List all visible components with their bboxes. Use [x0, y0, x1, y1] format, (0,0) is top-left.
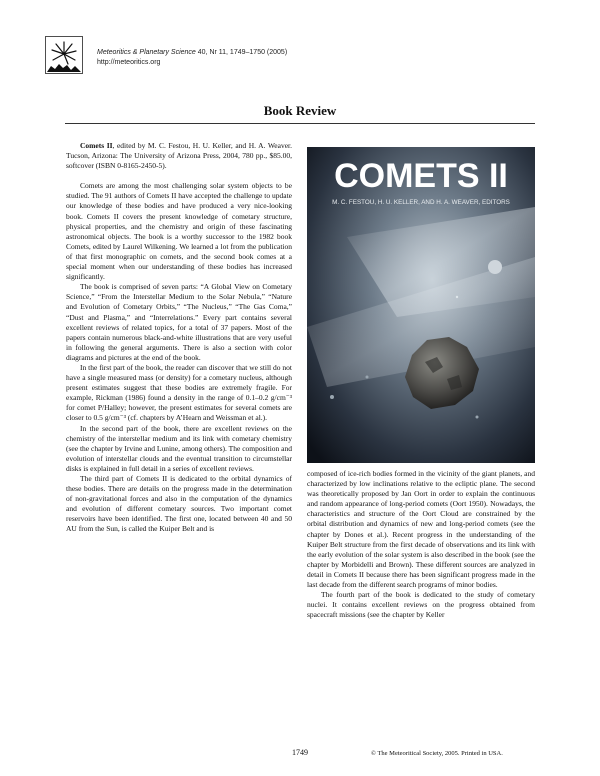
copyright-notice: © The Meteoritical Society, 2005. Printed in USA.	[371, 750, 503, 757]
journal-citation: 40, Nr 11, 1749–1750 (2005)	[195, 49, 288, 56]
page-title: Book Review	[263, 103, 337, 118]
journal-url[interactable]: http://meteoritics.org	[97, 59, 161, 66]
paragraph: composed of ice-rich bodies formed in the vicinity of the giant planets, and characterized by low inclinations relative to the ecliptic plane. The second was theoretically proposed by Jan Oort in order to explain the continuous and random appearance of long-period comets (Oort 1950). Nowadays, the characteristics and structure of the Oort Cloud are constrained by the orbital distribution and dynamics of new and long-period comets (see the chapter by Dones et al.). Recent progress in the understanding of the Kuiper Belt structure from the first decade of observations and its link with the early evolution of the solar system is also described in the book (see the chapter by Morbidelli and Brown). These different sources are analyzed in detail in Comets II because there has been significant progress made in the last decade from the different search programs of minor bodies.	[307, 469, 535, 590]
cover-illustration	[307, 147, 535, 463]
journal-info	[97, 48, 287, 68]
paragraph: In the first part of the book, the reader can discover that we still do not have a single measured mass (or density) for a cometary nucleus, although present estimates suggest that these bodies are extremely fragile. For example, Rickman (1986) found a density in the range of 0.1–0.2 g/cm⁻³ for comet P/Halley; however, the present estimates for several comets are closer to 0.5 g/cm⁻³ (cf. chapters by A’Hearn and Weissman et al.).	[66, 362, 292, 423]
paragraph: In the second part of the book, there are excellent reviews on the chemistry of the interstellar medium and its link with cometary chemistry (see the chapter by Irvine and Lunine, among others). The composition and evolution of interstellar clouds and the eventual transition to circumstellar disks is explained in full detail in a series of excellent reviews.	[66, 423, 292, 473]
journal-name: Meteoritics & Planetary Science	[97, 49, 196, 56]
right-column	[307, 469, 535, 620]
cover-editors: M. C. FESTOU, H. U. KELLER, AND H. A. WEAVER, EDITORS	[332, 199, 510, 206]
book-title: Comets II	[80, 141, 113, 150]
paragraph: The third part of Comets II is dedicated to the orbital dynamics of these bodies. There are details on the progress made in the determination of non-gravitational forces and also in the computation of the dynamics and evolution of different cometary sources. Two important comet reservoirs have been identified. The first one, located between 40 and 50 AU from the Sun, is called the Kuiper Belt and is	[66, 474, 292, 534]
page-header	[45, 36, 565, 96]
book-citation-text: , edited by M. C. Festou, H. U. Keller, and H. A. Weaver. Tucson, Arizona: The University of Arizona Press, 2004, 780 pp., $85.00, softcover (ISBN 0-8165-2450-5).	[66, 141, 292, 171]
book-cover-image	[307, 147, 535, 463]
cover-title: COMETS II	[334, 157, 508, 195]
book-citation	[66, 141, 292, 171]
paragraph: Comets are among the most challenging solar system objects to be studied. The 91 authors of Comets II have accepted the challenge to update our knowledge of these bodies and have produced a very nice-looking book. Comets II covers the present knowledge of cometary structure, physical properties, and the chemistry and origin of these fascinating astronomical objects. The book is a worthy successor to the 1982 book Comets, edited by Laurel Wilkening. We learned a lot from the publication of that first monographic on comets, and the second book comes at a special moment when our understanding of these bodies has increased significantly.	[66, 181, 292, 282]
paragraph: The fourth part of the book is dedicated to the study of cometary nuclei. It contains excellent reviews on the progress obtained from spacecraft missions (see the chapter by Keller	[307, 590, 535, 620]
title-rule	[65, 123, 535, 124]
page-number: 1749	[292, 748, 308, 757]
left-column	[66, 141, 292, 535]
paragraph: The book is comprised of seven parts: “A Global View on Cometary Science,” “From the Interstellar Medium to the Solar Nebula,” “Nature and Evolution of Cometary Orbits,” “The Nucleus,” “The Gas Coma,” “Dust and Plasma,” and “Interrelations.” Every part contains several excellent reviews of related topics, for a total of 37 papers. Most of the papers contain numerous black-and-white illustrations that are very useful in following the general arguments. There is also a section with color diagrams and pictures at the end of the book.	[66, 282, 292, 362]
comet-starburst-logo	[45, 36, 83, 74]
